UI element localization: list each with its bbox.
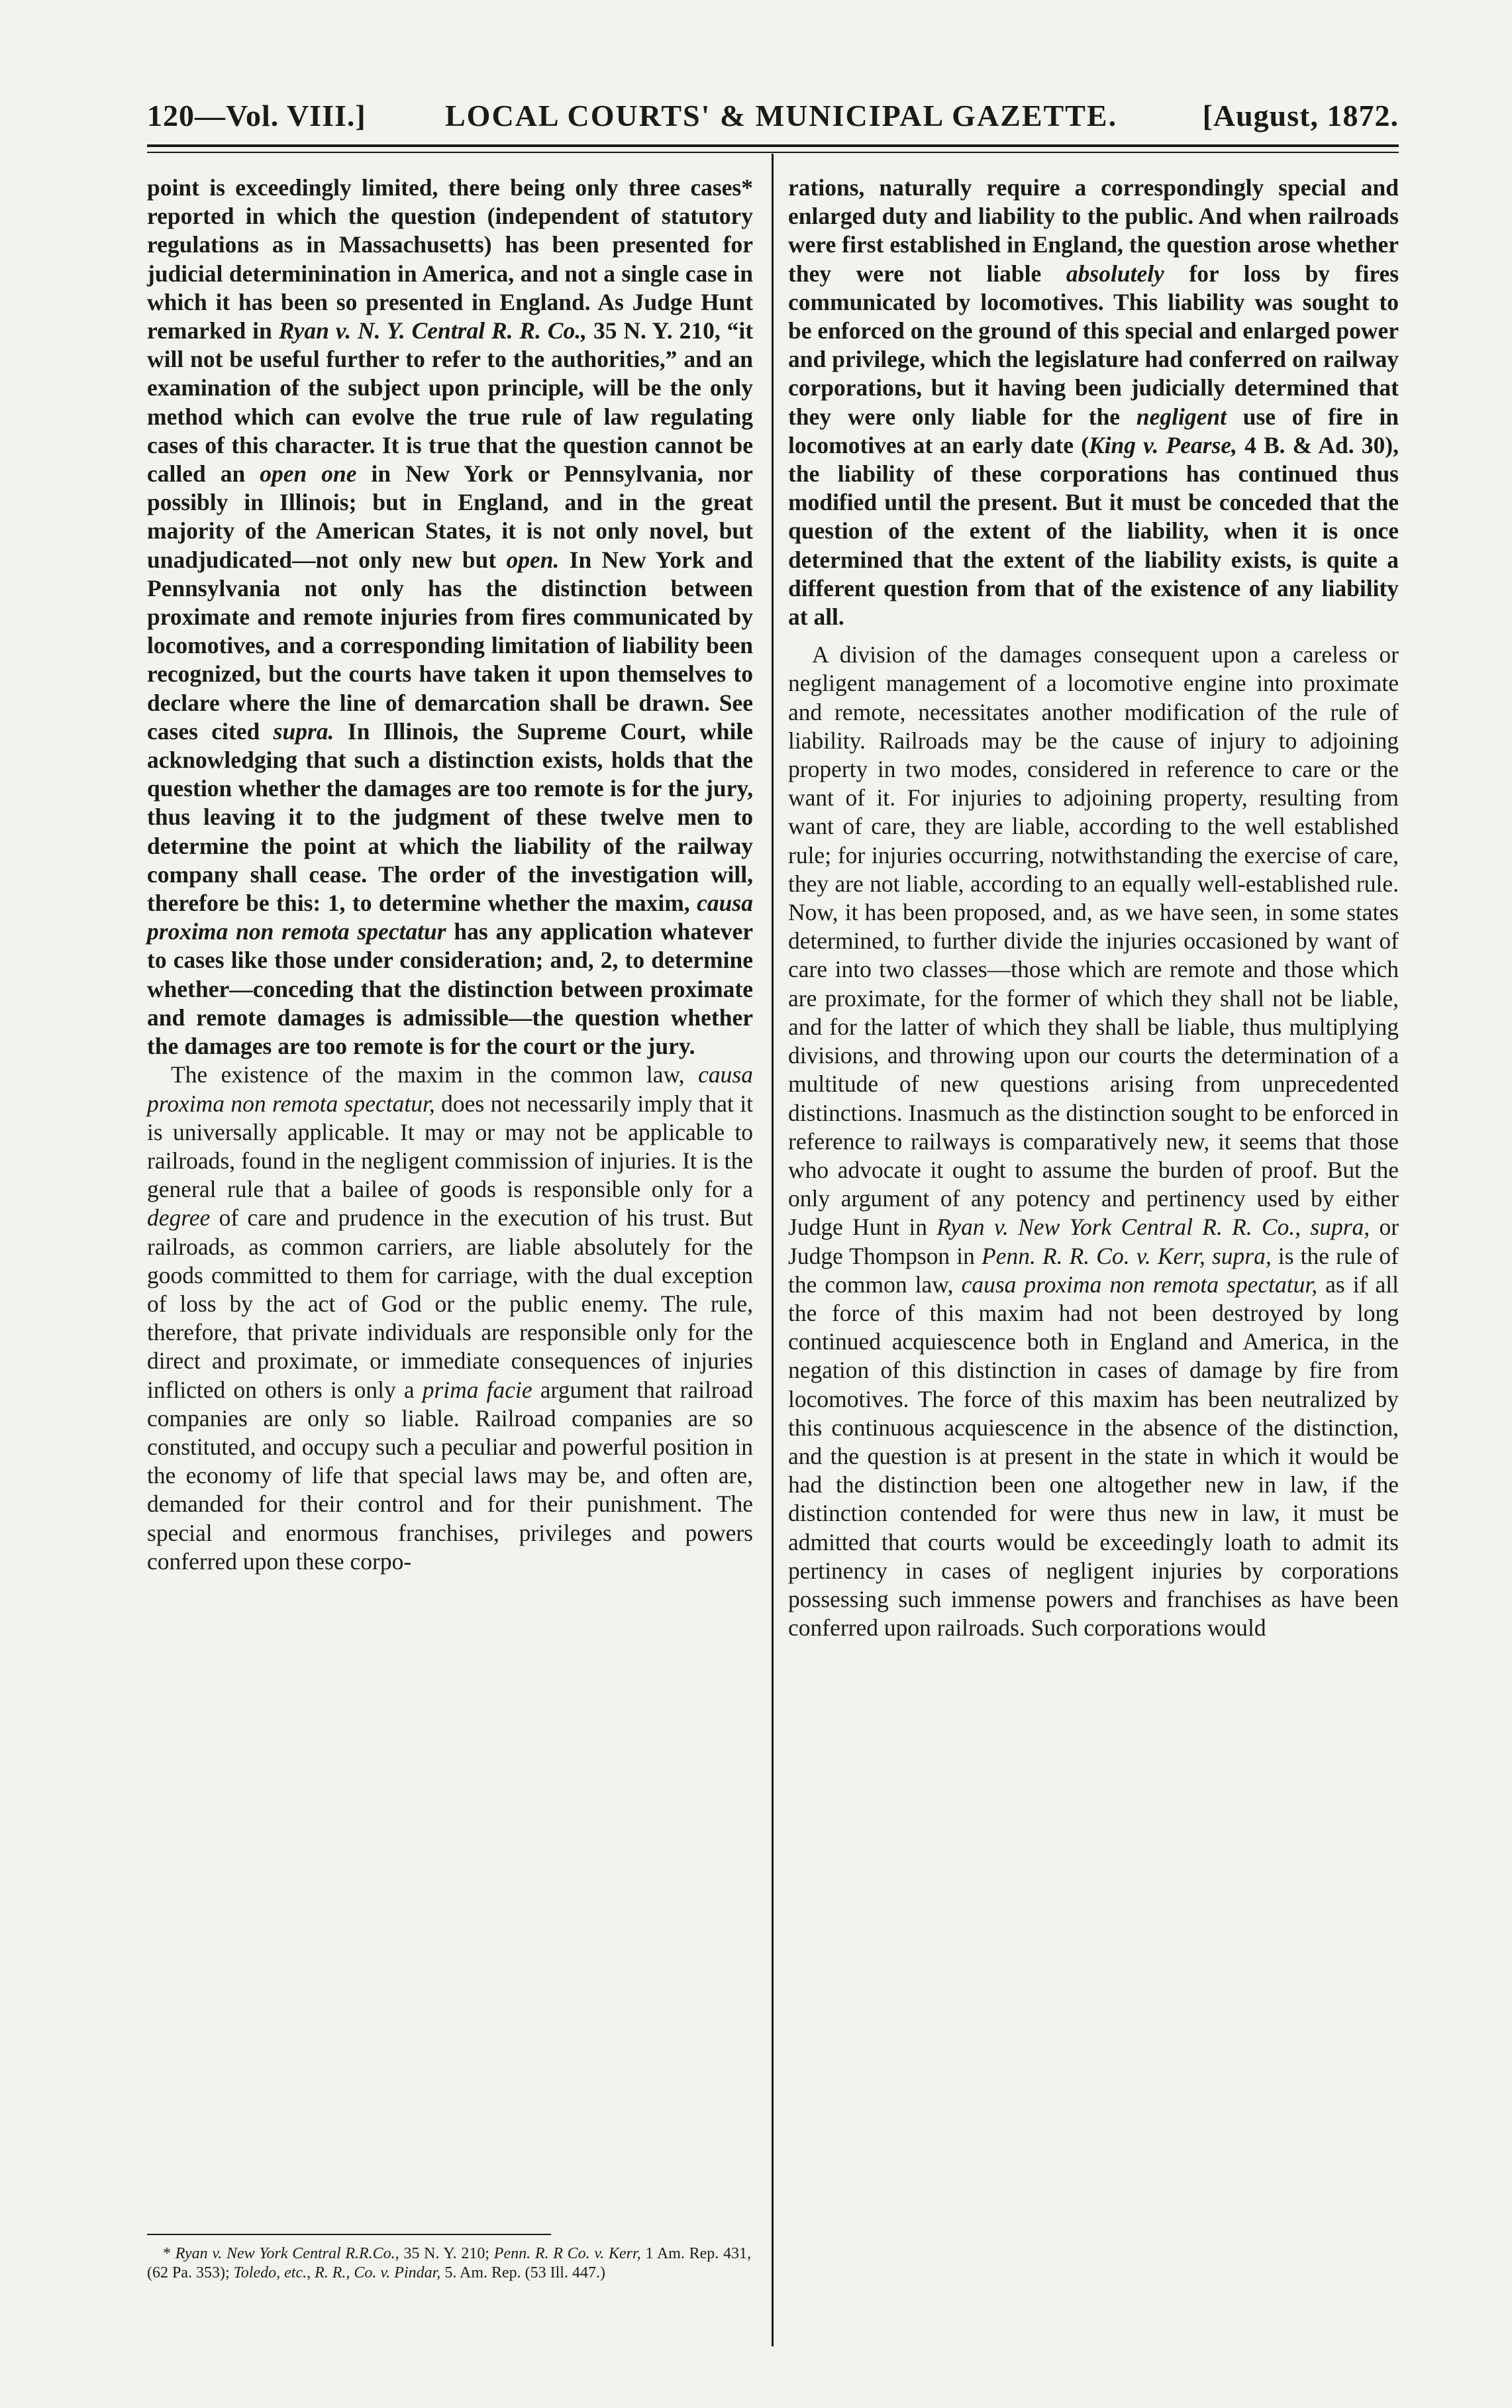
- page-volume: 120—Vol. VIII.]: [147, 99, 366, 132]
- left-paragraph-1: point is exceedingly limited, there being only three cases* reported in which the question (independent of statutory regulations as in Massachusetts) has been presented for judicial determinination in America, and not a single case in which it has been so presented in England. As Judge Hunt remarked in Ryan v. N. Y. Central R. R. Co., 35 N. Y. 210, “it will not be useful further to refer to the authorities,” and an examination of the subject upon principle, will be the only method which can evolve the true rule of law regulating cases of this character. It is true that the question cannot be called an open one in New York or Pennsylvania, nor possibly in Illinois; but in England, and in the great majority of the American States, it is not only novel, but unadjudicated—not only new but open. In New York and Pennsylvania not only has the distinction between proximate and remote injuries from fires communicated by locomotives, and a corresponding limitation of liability been recognized, but the courts have taken it upon themselves to declare where the line of demarcation shall be drawn. See cases cited supra. In Illinois, the Supreme Court, while acknowledging that such a distinction exists, holds that the question whether the damages are too remote is for the jury, thus leaving it to the judgment of these twelve men to determine the point at which the liability of the railway company shall cease. The order of the investigation will, therefore be this: 1, to determine whether the maxim, causa proxima non remota spectatur has any application whatever to cases like those under consideration; and, 2, to determine whether—conceding that the distinction between proximate and remote damages is admissible—the question whether the damages are too remote is for the court or the jury.: [147, 174, 754, 1060]
- right-paragraph-1: rations, naturally require a correspondingly special and enlarged duty and liability to the public. And when railroads were first established in England, the question arose whether they were not liable absolutely for loss by fires communicated by locomotives. This liability was sought to be enforced on the ground of this special and enlarged power and privilege, which the legislature had conferred on railway corporations, but it having been judicially determined that they were only liable for the negligent use of fire in locomotives at an early date (King v. Pearse, 4 B. & Ad. 30), the liability of these corporations has continued thus modified until the present. But it must be conceded that the question of the extent of the liability, when it is once determined that the extent of the liability exists, is quite a different question from that of the existence of any liability at all.: [788, 174, 1399, 631]
- left-column: [147, 174, 753, 1576]
- column-divider: [772, 154, 774, 2346]
- left-paragraph-2: The existence of the maxim in the common law, causa proxima non remota spectatur, does not necessarily imply that it is universally applicable. It may or may not be applicable to railroads, found in the negligent commission of injuries. It is the general rule that a bailee of goods is responsible only for a degree of care and prudence in the execution of his trust. But railroads, as common carriers, are liable absolutely for the goods committed to them for carriage, with the dual exception of loss by the act of God or the public enemy. The rule, therefore, that private individuals are responsible only for the direct and proximate, or immediate consequences of injuries inflicted on others is only a prima facie argument that railroad companies are only so liable. Railroad companies are so constituted, and occupy such a peculiar and powerful position in the economy of life that special laws may be, and often are, demanded for their control and for their punishment. The special and enormous franchises, privileges and powers conferred upon these corpo-: [147, 1061, 754, 1575]
- header-rule-thick: [147, 144, 1399, 147]
- right-paragraph-2: A division of the damages consequent upon a careless or negligent management of a locomotive engine into proximate and remote, necessitates another modification of the rule of liability. Railroads may be the cause of injury to adjoining property in two modes, considered in reference to care or the want of it. For injuries to adjoining property, resulting from want of care, they are liable, according to the well established rule; for injuries occurring, notwithstanding the exercise of care, they are not liable, according to an equally well-established rule. Now, it has been proposed, and, as we have seen, in some states determined, to further divide the injuries occasioned by want of care into two classes—those which are remote and those which are proximate, for the former of which they shall not be liable, and for the latter of which they shall be liable, thus multiplying divisions, and throwing upon our courts the determination of a multitude of new questions arising from unprecedented distinctions. Inasmuch as the distinction sought to be enforced in reference to railways is comparatively new, it seems that those who advocate it ought to assume the burden of proof. But the only argument of any potency and pertinency used by either Judge Hunt in Ryan v. New York Central R. R. Co., supra, or Judge Thompson in Penn. R. R. Co. v. Kerr, supra, is the rule of the common law, causa proxima non remota spectatur, as if all the force of this maxim had not been destroyed by long continued acquiescence both in England and America, in the negation of this distinction in cases of damage by fire from locomotives. The force of this maxim has been neutralized by this continuous acquiescence in the absence of the distinction, and the question is at present in the state in which it would be had the distinction been one altogether new in law, if the distinction contended for were thus new in law, it must be admitted that courts would be exceedingly loath to admit its pertinency in cases of negligent injuries by corporations possessing such immense powers and franchises as have been conferred upon railroads. Such corporations would: [788, 641, 1399, 1642]
- issue-date: [August, 1872.: [1202, 99, 1399, 132]
- journal-title: LOCAL COURTS' & MUNICIPAL GAZETTE.: [445, 99, 1118, 132]
- footnote-rule: [147, 2234, 551, 2235]
- header-rule-thin: [147, 152, 1399, 153]
- right-column: [788, 174, 1399, 1642]
- footnote: * Ryan v. New York Central R.R.Co., 35 N. Y. 210; Penn. R. R Co. v. Kerr, 1 Am. Rep. 431, (62 Pa. 353); Toledo, etc., R. R., Co. v. Pindar, 5. Am. Rep. (53 Ill. 447.): [147, 2245, 752, 2281]
- running-header: [147, 98, 1399, 144]
